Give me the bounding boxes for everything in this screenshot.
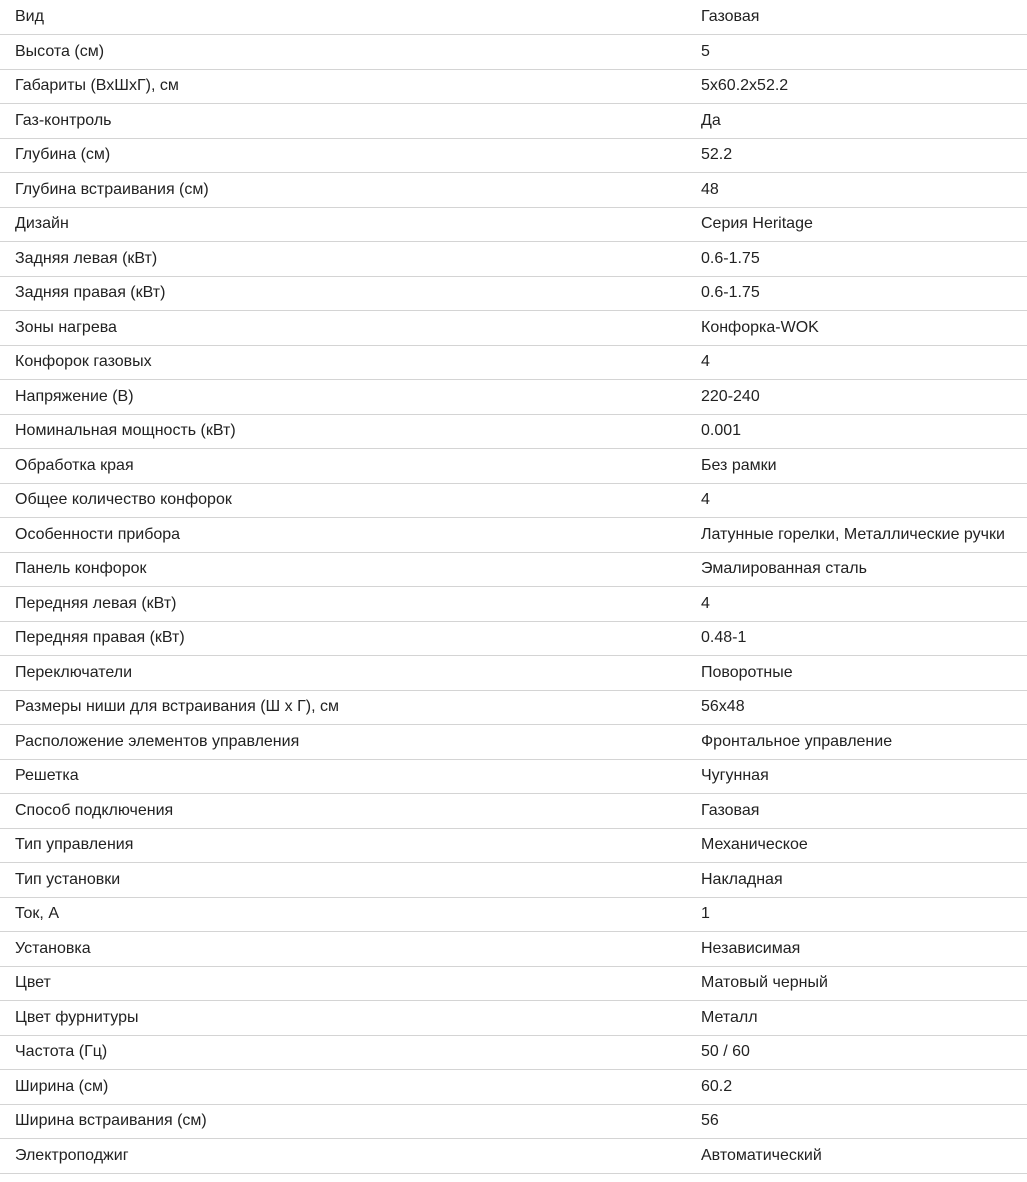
spec-name: Глубина встраивания (см) xyxy=(0,173,686,208)
spec-row xyxy=(0,932,1027,967)
spec-value: Без рамки xyxy=(686,449,1027,484)
spec-name: Размеры ниши для встраивания (Ш х Г), см xyxy=(0,690,686,725)
spec-name: Ток, А xyxy=(0,897,686,932)
spec-row xyxy=(0,1035,1027,1070)
spec-name: Ширина (см) xyxy=(0,1070,686,1105)
spec-value: 220-240 xyxy=(686,380,1027,415)
spec-value: Механическое xyxy=(686,828,1027,863)
spec-row xyxy=(0,449,1027,484)
spec-row xyxy=(0,0,1027,35)
spec-name: Цвет фурнитуры xyxy=(0,1001,686,1036)
spec-name: Зоны нагрева xyxy=(0,311,686,346)
spec-row xyxy=(0,311,1027,346)
spec-name: Тип установки xyxy=(0,863,686,898)
spec-row xyxy=(0,552,1027,587)
spec-name: Дизайн xyxy=(0,207,686,242)
spec-value: 4 xyxy=(686,483,1027,518)
spec-value: 4 xyxy=(686,587,1027,622)
spec-value: 52.2 xyxy=(686,138,1027,173)
spec-row xyxy=(0,483,1027,518)
spec-row xyxy=(0,863,1027,898)
spec-row xyxy=(0,897,1027,932)
spec-row xyxy=(0,104,1027,139)
spec-value: Независимая xyxy=(686,932,1027,967)
spec-name: Общее количество конфорок xyxy=(0,483,686,518)
spec-row xyxy=(0,759,1027,794)
spec-name: Тип управления xyxy=(0,828,686,863)
spec-row xyxy=(0,414,1027,449)
spec-name: Высота (см) xyxy=(0,35,686,70)
spec-value: 56x48 xyxy=(686,690,1027,725)
spec-value: Да xyxy=(686,104,1027,139)
spec-row xyxy=(0,1139,1027,1174)
spec-value: 5 xyxy=(686,35,1027,70)
spec-value: 0.6-1.75 xyxy=(686,242,1027,277)
spec-name: Обработка края xyxy=(0,449,686,484)
spec-value: Автоматический xyxy=(686,1139,1027,1174)
spec-name: Расположение элементов управления xyxy=(0,725,686,760)
spec-row xyxy=(0,276,1027,311)
spec-name: Электроподжиг xyxy=(0,1139,686,1174)
spec-row xyxy=(0,1001,1027,1036)
spec-row xyxy=(0,587,1027,622)
spec-row xyxy=(0,690,1027,725)
spec-value: Поворотные xyxy=(686,656,1027,691)
spec-value: 50 / 60 xyxy=(686,1035,1027,1070)
spec-value: Латунные горелки, Металлические ручки xyxy=(686,518,1027,553)
spec-name: Особенности прибора xyxy=(0,518,686,553)
spec-value: Эмалированная сталь xyxy=(686,552,1027,587)
spec-row xyxy=(0,173,1027,208)
spec-name: Задняя левая (кВт) xyxy=(0,242,686,277)
spec-value: 0.48-1 xyxy=(686,621,1027,656)
spec-row xyxy=(0,828,1027,863)
spec-row xyxy=(0,380,1027,415)
spec-name: Передняя правая (кВт) xyxy=(0,621,686,656)
spec-value: 48 xyxy=(686,173,1027,208)
spec-value: 1 xyxy=(686,897,1027,932)
spec-name: Габариты (ВхШхГ), см xyxy=(0,69,686,104)
spec-name: Газ-контроль xyxy=(0,104,686,139)
spec-row xyxy=(0,621,1027,656)
spec-row xyxy=(0,242,1027,277)
spec-value: Металл xyxy=(686,1001,1027,1036)
spec-name: Номинальная мощность (кВт) xyxy=(0,414,686,449)
spec-name: Установка xyxy=(0,932,686,967)
spec-name: Напряжение (В) xyxy=(0,380,686,415)
spec-row xyxy=(0,1104,1027,1139)
spec-name: Конфорок газовых xyxy=(0,345,686,380)
spec-name: Решетка xyxy=(0,759,686,794)
spec-name: Передняя левая (кВт) xyxy=(0,587,686,622)
spec-name: Цвет xyxy=(0,966,686,1001)
spec-name: Переключатели xyxy=(0,656,686,691)
spec-value: 56 xyxy=(686,1104,1027,1139)
spec-name: Вид xyxy=(0,0,686,35)
spec-value: 5x60.2x52.2 xyxy=(686,69,1027,104)
spec-row xyxy=(0,725,1027,760)
spec-name: Ширина встраивания (см) xyxy=(0,1104,686,1139)
spec-row xyxy=(0,69,1027,104)
spec-row xyxy=(0,1070,1027,1105)
spec-name: Глубина (см) xyxy=(0,138,686,173)
spec-row xyxy=(0,35,1027,70)
spec-value: Накладная xyxy=(686,863,1027,898)
spec-value: Матовый черный xyxy=(686,966,1027,1001)
spec-row xyxy=(0,656,1027,691)
spec-row xyxy=(0,345,1027,380)
spec-name: Частота (Гц) xyxy=(0,1035,686,1070)
spec-value: Чугунная xyxy=(686,759,1027,794)
spec-name: Задняя правая (кВт) xyxy=(0,276,686,311)
spec-row xyxy=(0,138,1027,173)
spec-name: Способ подключения xyxy=(0,794,686,829)
spec-row xyxy=(0,518,1027,553)
spec-value: Газовая xyxy=(686,794,1027,829)
spec-value: Конфорка-WOK xyxy=(686,311,1027,346)
spec-row xyxy=(0,966,1027,1001)
spec-value: 4 xyxy=(686,345,1027,380)
spec-row xyxy=(0,794,1027,829)
spec-value: 0.001 xyxy=(686,414,1027,449)
spec-value: 0.6-1.75 xyxy=(686,276,1027,311)
spec-value: Серия Heritage xyxy=(686,207,1027,242)
spec-name: Панель конфорок xyxy=(0,552,686,587)
spec-value: Фронтальное управление xyxy=(686,725,1027,760)
spec-value: Газовая xyxy=(686,0,1027,35)
spec-value: 60.2 xyxy=(686,1070,1027,1105)
spec-row xyxy=(0,207,1027,242)
